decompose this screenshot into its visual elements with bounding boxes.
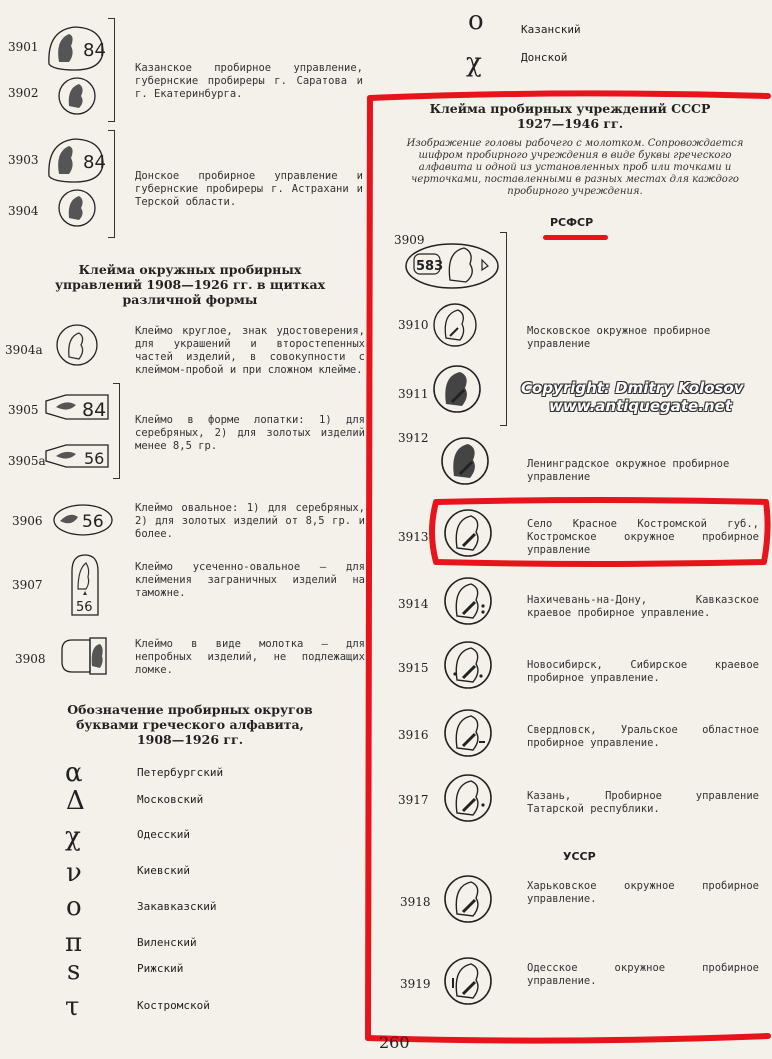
entry-number: 3905а xyxy=(8,454,46,468)
entry-description: Ленинградское окружное пробирное управление xyxy=(527,458,730,483)
entry-number: 3911 xyxy=(398,387,429,401)
entry-description: Харьковское окружное пробирное управление. xyxy=(527,880,759,905)
entry-description: Клеймо в виде молотка — для непробных изделий, не подлежащих ломке. xyxy=(135,638,365,676)
entry-number: 3907 xyxy=(12,578,43,592)
entry-number: 3916 xyxy=(398,728,429,742)
greek-letter: o xyxy=(468,6,484,36)
entry-description: Свердловск, Уральское областное пробирное управление. xyxy=(527,724,759,749)
entry-number: 3910 xyxy=(398,318,429,332)
entry-description: Клеймо в форме лопатки: 1) для серебряных, 2) для золотых изделий менее 8,5 гр. xyxy=(135,414,365,452)
entry-description: Новосибирск, Сибирское краевое пробирное управление. xyxy=(527,659,759,684)
entry-number: 3913 xyxy=(398,530,429,544)
district-name: Казанский xyxy=(521,23,581,36)
entry-description: Московское окружное пробирное управление xyxy=(527,325,711,350)
district-name: Петербургский xyxy=(137,766,224,779)
district-name: Закавказский xyxy=(137,900,217,913)
greek-letter: Δ xyxy=(66,786,85,816)
entry-description: Клеймо овальное: 1) для серебряных, 2) для золотых изделий от 8,5 гр. и более. xyxy=(135,502,365,540)
entry-number: 3918 xyxy=(400,895,431,909)
entry-number: 3914 xyxy=(398,597,429,611)
section-title: Обозначение пробирных округов буквами греческого алфавита, 1908—1926 гг. xyxy=(67,702,313,747)
section-title: Клейма пробирных учреждений СССР 1927—1946 гг. xyxy=(429,101,711,131)
entry-number: 3904 xyxy=(8,204,39,218)
entry-number: 3909 xyxy=(394,233,425,247)
entry-number: 3908 xyxy=(15,652,46,666)
district-name: Киевский xyxy=(137,864,190,877)
district-name: Одесский xyxy=(137,828,190,841)
entry-number: 3906 xyxy=(12,514,43,528)
entry-description: Клеймо усеченно-овальное — для клеймения заграничных изделий на таможне. xyxy=(135,561,365,599)
entry-description: Донское пробирное управление и губернские пробиреры г. Астрахани и Терской области. xyxy=(135,170,363,208)
entry-description: Клеймо круглое, знак удостоверения, для украшений и второстепенных частей изделий, в совокупности с клеймом-пробой и при сложном клейме. xyxy=(135,325,365,376)
stamp-number: 56 xyxy=(82,512,104,532)
watermark-line: Copyright: Dmitry Kolosov xyxy=(521,379,744,397)
entry-number: 3904а xyxy=(5,343,43,357)
entry-number: 3919 xyxy=(400,977,431,991)
stamp-number: 84 xyxy=(83,40,106,61)
entry-description: Казанское пробирное управление, губернские пробиреры г. Саратова и г. Екатеринбурга. xyxy=(135,62,363,100)
greek-letter: χ xyxy=(466,48,482,78)
stamp-number: 84 xyxy=(82,399,107,421)
greek-letter: τ xyxy=(65,992,80,1022)
entry-number: 3915 xyxy=(398,661,429,675)
stamp-number: 56 xyxy=(76,600,93,615)
section-title: Клейма окружных пробирных управлений 1908—1926 гг. в щитках различной формы xyxy=(54,262,326,307)
entry-description: Казань, Пробирное управление Татарской республики. xyxy=(527,790,759,815)
stamp-number: 583 xyxy=(416,259,444,274)
entry-description: Одесское окружное пробирное управление. xyxy=(527,962,759,987)
page-number: 260 xyxy=(379,1033,410,1052)
greek-letter: o xyxy=(66,892,82,922)
entry-description: Село Красное Костромской губ., Костромское окружное пробирное управление xyxy=(527,518,759,556)
entry-number: 3902 xyxy=(8,86,39,100)
entry-number: 3917 xyxy=(398,793,429,807)
entry-number: 3912 xyxy=(398,431,429,445)
entry-description: Нахичевань-на-Дону, Кавказское краевое пробирное управление. xyxy=(527,594,759,619)
greek-letter: π xyxy=(65,928,83,958)
district-name: Рижский xyxy=(137,962,184,975)
entry-number: 3905 xyxy=(8,403,39,417)
stamp-number: 84 xyxy=(83,152,106,173)
district-name: Виленский xyxy=(137,936,197,949)
district-name: Донской xyxy=(521,51,568,64)
stamp-number: 56 xyxy=(84,449,105,468)
greek-letter: α xyxy=(65,758,83,788)
watermark-line: www.antiquegate.net xyxy=(549,397,732,415)
republic-label: РСФСР xyxy=(550,216,594,229)
entry-number: 3901 xyxy=(8,40,39,54)
greek-letter: s xyxy=(67,956,81,986)
entry-number: 3903 xyxy=(8,153,39,167)
district-name: Костромской xyxy=(137,999,210,1012)
section-intro: Изображение головы рабочего с молотком. Сопровождается шифром пробирного учреждения в виде буквы греческого алфавита и одной из установленных проб или точками и черточками, поставленными в разных местах для каждого пробирного учреждения. xyxy=(406,138,744,197)
greek-letter: χ xyxy=(65,822,81,852)
greek-letter: ν xyxy=(66,858,82,888)
district-name: Московский xyxy=(137,793,204,806)
republic-label: УССР xyxy=(563,850,596,863)
